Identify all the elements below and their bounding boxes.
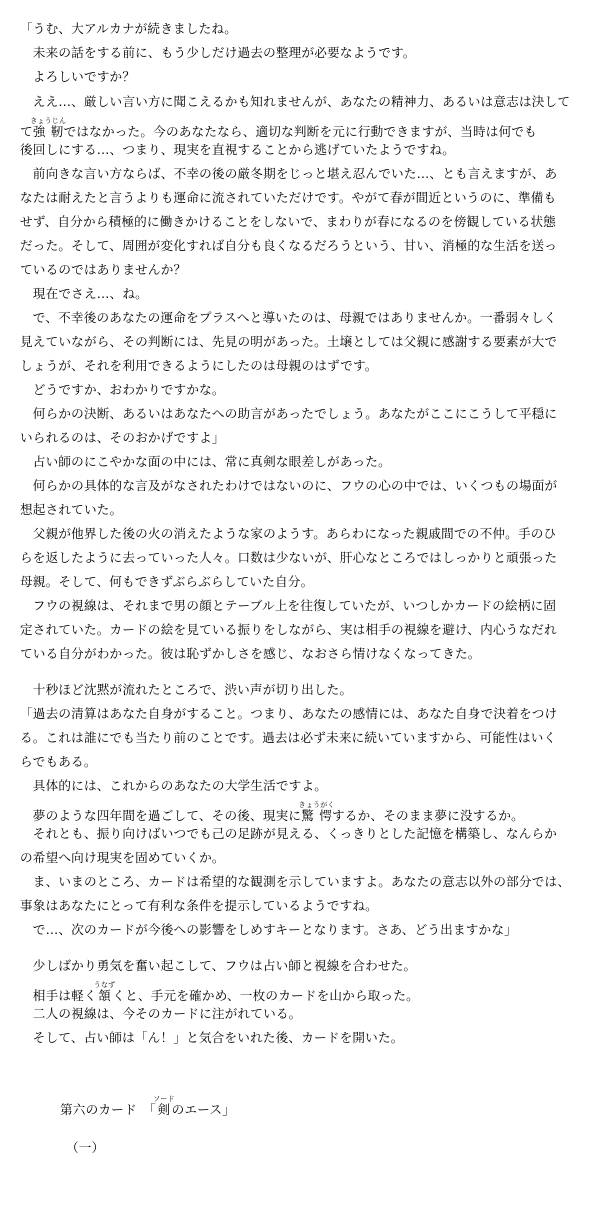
text-line: 父親が他界した後の火の消えたような家のようす。あらわになった親戚間での不仲。手のひ xyxy=(20,526,557,541)
chapter-heading-suffix: のエース」 xyxy=(171,1102,236,1117)
text-line: 想起されていた。 xyxy=(20,502,123,517)
text-segment: 相手は軽く xyxy=(20,988,97,1003)
text-line: 前向きな言い方ならば、不幸の後の厳冬期をじっと堪え忍んでいた…、とも言えますが、あ xyxy=(20,166,558,181)
text-line: らを返したように去っていった人々。口数は少ないが、肝心なところではしっかりと頑張った xyxy=(20,550,558,565)
text-line: で、不幸後のあなたの運命をプラスへと導いたのは、母親ではありませんか。一番弱々しく xyxy=(20,310,557,325)
text-segment: するか、そのまま夢に没するか。 xyxy=(332,808,524,823)
ruby-kyoujin: 強靭きょうじん xyxy=(30,117,67,139)
text-segment: くと、手元を確かめ、一枚のカードを山から取った。 xyxy=(112,988,419,1003)
text-line: よろしいですか？ xyxy=(20,69,136,84)
text-line: 母親。そして、何もできずぶらぶらしていた自分。 xyxy=(20,574,314,589)
text-segment: て xyxy=(20,124,33,139)
text-line: フウの視線は、それまで男の顔とテーブル上を往復していたが、いつしかカードの絵柄に固 xyxy=(20,598,557,613)
text-line-with-ruby xyxy=(20,117,595,141)
text-line: 後回しにする…、つまり、現実を直視することから逃げていたようですね。 xyxy=(20,142,455,157)
ruby-reading: うなず xyxy=(93,981,116,989)
text-line: それとも、振り向けばいつでも己の足跡が見える、くっきりとした記憶を構築し、なんらか xyxy=(20,826,558,841)
text-line: ええ…、厳しい言い方に聞こえるかも知れませんが、あなたの精神力、あるいは意志は決して xyxy=(20,94,571,109)
text-line: 「過去の清算はあなた自身がすること。つまり、あなたの感情には、あなた自身で決着をつけ xyxy=(20,706,558,721)
text-line: 定されていた。カードの絵を見ている振りをしながら、実は相手の視線を避け、内心うなだれ xyxy=(20,622,557,637)
text-line: 十秒ほど沈黙が流れたところで、渋い声が切り出した。 xyxy=(20,682,353,697)
text-line: どうですか、おわかりですかな。 xyxy=(20,382,225,397)
chapter-heading-prefix: 第六のカード 「 xyxy=(60,1102,157,1117)
text-segment: ではなかった。今のあなたなら、適切な判断を元に行動できますが、当時は何でも xyxy=(63,124,537,139)
section-number: （一） xyxy=(66,1140,105,1155)
text-line-with-ruby xyxy=(20,981,595,1005)
text-line: 具体的には、これからのあなたの大学生活ですよ。 xyxy=(20,778,328,793)
text-line: 少しばかり勇気を奮い起こして、フウは占い師と視線を合わせた。 xyxy=(20,958,417,973)
text-line: らでもある。 xyxy=(20,754,97,769)
ruby-reading: きょうがく xyxy=(298,801,335,809)
ruby-reading: きょうじん xyxy=(30,117,67,125)
text-line: で…、次のカードが今後への影響をしめすキーとなります。さあ、どう出ますかな」 xyxy=(20,922,517,937)
text-line: の希望へ向け現実を固めていくか。 xyxy=(20,850,225,865)
chapter-heading xyxy=(60,1095,460,1119)
text-line: 事象はあなたにとって有利な条件を提示しているようですね。 xyxy=(20,898,378,913)
text-line: る。これは誰にでも当たり前のことです。過去は必ず未来に続いていますから、可能性はいく xyxy=(20,730,557,745)
text-line: せず、自分から積極的に働きかけることをしないで、まわりが春になるのを傍観している状態 xyxy=(20,214,557,229)
ruby-kyougaku: 驚愕きょうがく xyxy=(298,801,335,823)
text-segment: 夢のような四年間を過ごして、その後、現実に xyxy=(20,808,302,823)
text-line: だった。そして、周囲が変化すれば自分も良くなるだろうという、甘い、消極的な生活を送っ xyxy=(20,238,558,253)
text-line: 何らかの具体的な言及がなされたわけではないのに、フウの心の中では、いくつもの場面が xyxy=(20,478,558,493)
ruby-sword xyxy=(153,1095,175,1117)
text-line: 現在でさえ…、ね。 xyxy=(20,286,148,301)
ruby-unazu: 頷うなず xyxy=(93,981,116,1003)
text-line-with-ruby xyxy=(20,801,595,825)
text-line: ているのではありませんか？ xyxy=(20,262,187,277)
text-line: 見えていながら、その判断には、先見の明があった。土壌としては父親に感謝する要素が大で xyxy=(20,334,558,349)
text-line: なたは耐えたと言うよりも運命に流されていただけです。やがて春が間近というのに、準備も xyxy=(20,190,557,205)
text-line: 二人の視線は、今そのカードに注がれている。 xyxy=(20,1006,302,1021)
text-line: 何らかの決断、あるいはあなたへの助言があったでしょう。あなたがここにこうして平穏に xyxy=(20,406,558,421)
text-line: いられるのは、そのおかげですよ」 xyxy=(20,430,225,445)
chapter-heading-ruby-base: 剣 xyxy=(153,1102,175,1117)
text-line: ま、いまのところ、カードは希望的な観測を示していますよ。あなたの意志以外の部分では、 xyxy=(20,874,571,889)
text-line: 占い師のにこやかな面の中には、常に真剣な眼差しがあった。 xyxy=(20,454,391,469)
text-line: ている自分がわかった。彼は恥ずかしさを感じ、なおさら情けなくなってきた。 xyxy=(20,646,481,661)
text-line: そして、占い師は「ん！」と気合をいれた後、カードを開いた。 xyxy=(20,1030,404,1045)
text-line: しょうが、それを利用できるようにしたのは母親のはずです。 xyxy=(20,358,378,373)
ruby-reading: ソード xyxy=(153,1095,175,1103)
text-line: 未来の話をする前に、もう少しだけ過去の整理が必要なようです。 xyxy=(20,45,416,60)
text-line: 「うむ、大アルカナが続きましたね。 xyxy=(20,21,237,36)
